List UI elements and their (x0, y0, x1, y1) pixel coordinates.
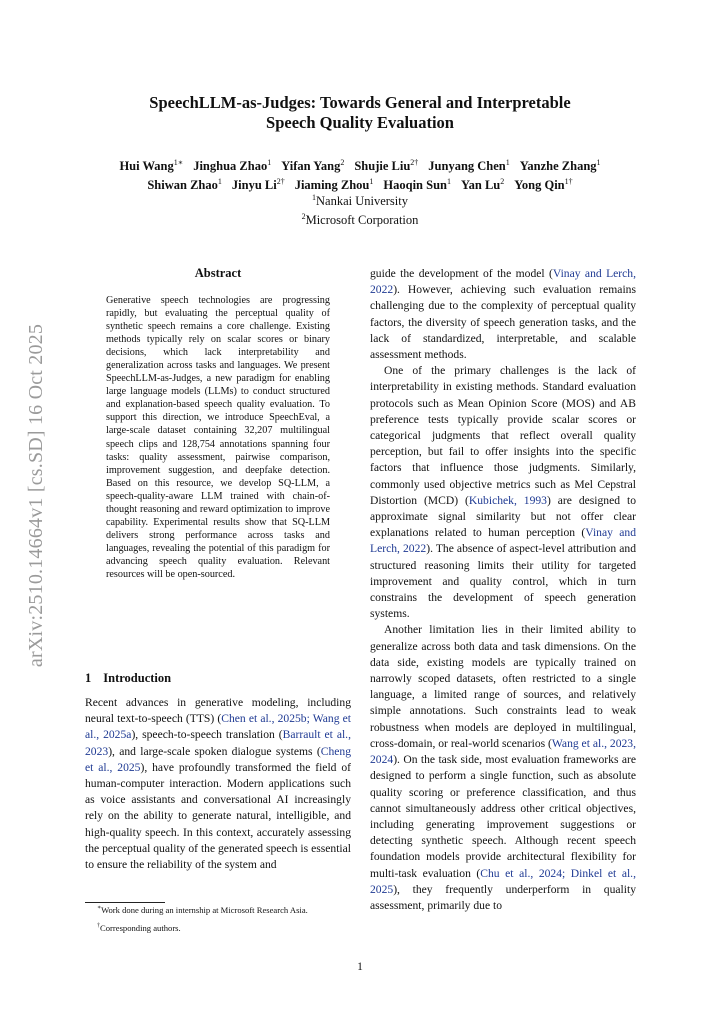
author-name: Hui Wang$^{1∗}$ (119, 158, 184, 174)
author-name: Yong Qin$^{1\dagger}$ (514, 177, 573, 193)
author-name: Jiaming Zhou$^1$ (294, 177, 374, 193)
paper-title (80, 93, 640, 133)
author-name: Shujie Liu$^{2\dagger}$ (354, 158, 419, 174)
abstract-text: Generative speech technologies are progressing rapidly, but evaluating the perceptual quality of synthetic speech remains a core challenge. Existing methods typically rely on scalar scores or binary decisions, which lack interpretability and generalization across tasks and languages. We present SpeechLLM-as-Judges, a new paradigm for enabling large language models (LLMs) to conduct structured and explanation-based speech quality evaluation. To support this direction, we introduce SpeechEval, a large-scale dataset containing 32,207 multilingual speech clips and 128,754 annotations spanning four tasks: quality assessment, pairwise comparison, improvement suggestion, and deepfake detection. Based on this resource, we develop SQ-LLM, a speech-quality-aware LLM trained with chain-of-thought reasoning and reward optimization to improve capability. Experimental results show that SQ-LLM delivers strong performance across tasks and languages, revealing the potential of this paradigm for advancing speech quality evaluation. Relevant resources will be open-sourced. (106, 295, 330, 580)
abstract-heading: Abstract (194, 266, 242, 280)
arxiv-stamp-text: arXiv:2510.14664v1 [cs.SD] 16 Oct 2025 (25, 323, 48, 667)
affiliations (180, 190, 540, 228)
citation-link[interactable]: Kubichek, 1993 (468, 493, 547, 507)
arxiv-identifier-stamp (22, 300, 52, 690)
author-name: Jinyu $Li^{2\dagger}$ (231, 177, 285, 193)
title-line-2: Speech Quality Evaluation (266, 113, 454, 132)
affiliation-marker: 1 (267, 158, 272, 167)
author-name: Yanzhe Zhang$^1$ (519, 158, 601, 174)
citation-link[interactable]: Cheng et al., 2025 (85, 744, 351, 774)
affiliation-marker: 1 (217, 177, 222, 187)
section-title: Introduction (103, 671, 172, 685)
affiliation-marker: 2† (410, 158, 419, 167)
right-paragraph-3: Another limitation lies in their limited ability to generalize across both data and task dimensions. On the data side, existing models are typically trained on narrowly scoped datasets, often restricted to a single language, a limited range of sources, and relatively simple annotations. Such constraints lead to weak robustness when models are deployed in multilingual, cross-domain, or real-world scenarios (Wang et al., 2023, 2024). On the task side, most evaluation frameworks are designed to perform a single function, such as absolute quality scoring or preference classification, and thus cannot simultaneously address other critical objectives, including generating improvement suggestions or detecting synthetic speech. Although recent speech foundation models provide architectural flexibility for multi-task evaluation (Chu et al., 2024; Dinkel et al., 2025), they frequently underperform in quality assessment, primarily due to (370, 623, 636, 912)
intro-paragraph-1: Recent advances in generative modeling, including neural text-to-speech (TTS) (Chen et al., 2025b; Wang et al., 2025a), speech-to-speech translation (Barrault et al., 2023), and large-scale spoken dialogue systems (Cheng et al., 2025), have profoundly transformed the field of human-computer interaction. Modern applications such as voice assistants and conversational AI increasingly rely on the ability to generate natural, intelligible, and high-quality speech. In this context, accurately assessing the perceptual quality of the generated speech is essential to ensure the reliability of the system and (85, 696, 352, 872)
footnote: †Corresponding authors. (97, 922, 181, 933)
affiliation-marker: 1∗ (173, 158, 184, 167)
affiliation-marker: 1 (505, 158, 510, 167)
right-paragraph-2: One of the primary challenges is the lack of interpretability in existing methods. Standard evaluation protocols such as Mean Opinion Score (MOS) and AB preference tests typically provide scalar scores or categorical judgments that reflect overall quality perception, but fail to offer insights into the specific factors that influence those judgments. Similarly, commonly used objective metrics such as Mel Cepstral Distortion (MCD) (Kubichek, 1993) are designed to approximate signal similarity but not offer clear explanations related to human perception (Vinay and Lerch, 2022). The absence of aspect-level attribution and structured reasoning limits their utility for targeted improvement and quality control, which in turn constrains the development of speech generation systems. (370, 364, 636, 621)
citation-link[interactable]: Vinay and Lerch, 2022 (370, 526, 636, 556)
citation-link[interactable]: Barrault et al., 2023 (85, 728, 351, 758)
citation-link[interactable]: Chu et al., 2024; Dinkel et al., 2025 (370, 866, 636, 896)
author-line-1 (60, 155, 660, 174)
affiliation-marker: 2 (340, 158, 345, 167)
affiliation-marker: 1 (446, 177, 451, 187)
title-line-1: SpeechLLM-as-Judges: Towards General and Interpretable (149, 93, 571, 112)
author-name: Yan Lu$^2$ (460, 177, 505, 193)
right-column (370, 266, 636, 914)
citation-link[interactable]: Wang et al., 2023, 2024 (370, 736, 636, 767)
author-name: Jinghua Zhao$^1$ (193, 158, 272, 174)
footnote: ∗Work done during an internship at Microsoft Research Asia. (97, 904, 308, 915)
author-name: Yifan Yang$^2$ (281, 158, 345, 174)
page-number: 1 (357, 961, 363, 973)
author-name: Haoqin Sun$^1$ (383, 177, 451, 193)
affiliation-marker: 2 (500, 177, 505, 187)
right-paragraph-1: guide the development of the model (Vinay and Lerch, 2022). However, achieving such evaluation remains challenging due to the complexity of perceptual quality factors, the diversity of speech generation tasks, and the lack of standardized, interpretable, and scalable assessment methods. (370, 267, 637, 362)
affiliation-marker: 2† (276, 177, 285, 187)
citation-link[interactable]: Chen et al., 2025b; Wang et al., 2025a (85, 712, 351, 742)
author-list (60, 155, 660, 193)
section-number: 1 (85, 671, 92, 685)
citation-link[interactable]: Vinay and Lerch, 2022 (370, 267, 637, 297)
affiliation-marker: 1† (564, 177, 573, 187)
affiliation: $^1$Nankai University (312, 193, 408, 209)
author-name: Shiwan Zhao$^1$ (147, 177, 222, 193)
footnotes (85, 903, 351, 934)
author-name: Junyang Chen$^1$ (428, 158, 510, 174)
affiliation: $^2$Microsoft Corporation (301, 212, 419, 228)
section-heading-introduction (85, 671, 351, 686)
affiliation-marker: 1 (596, 158, 601, 167)
affiliation-marker: 1 (369, 177, 374, 187)
